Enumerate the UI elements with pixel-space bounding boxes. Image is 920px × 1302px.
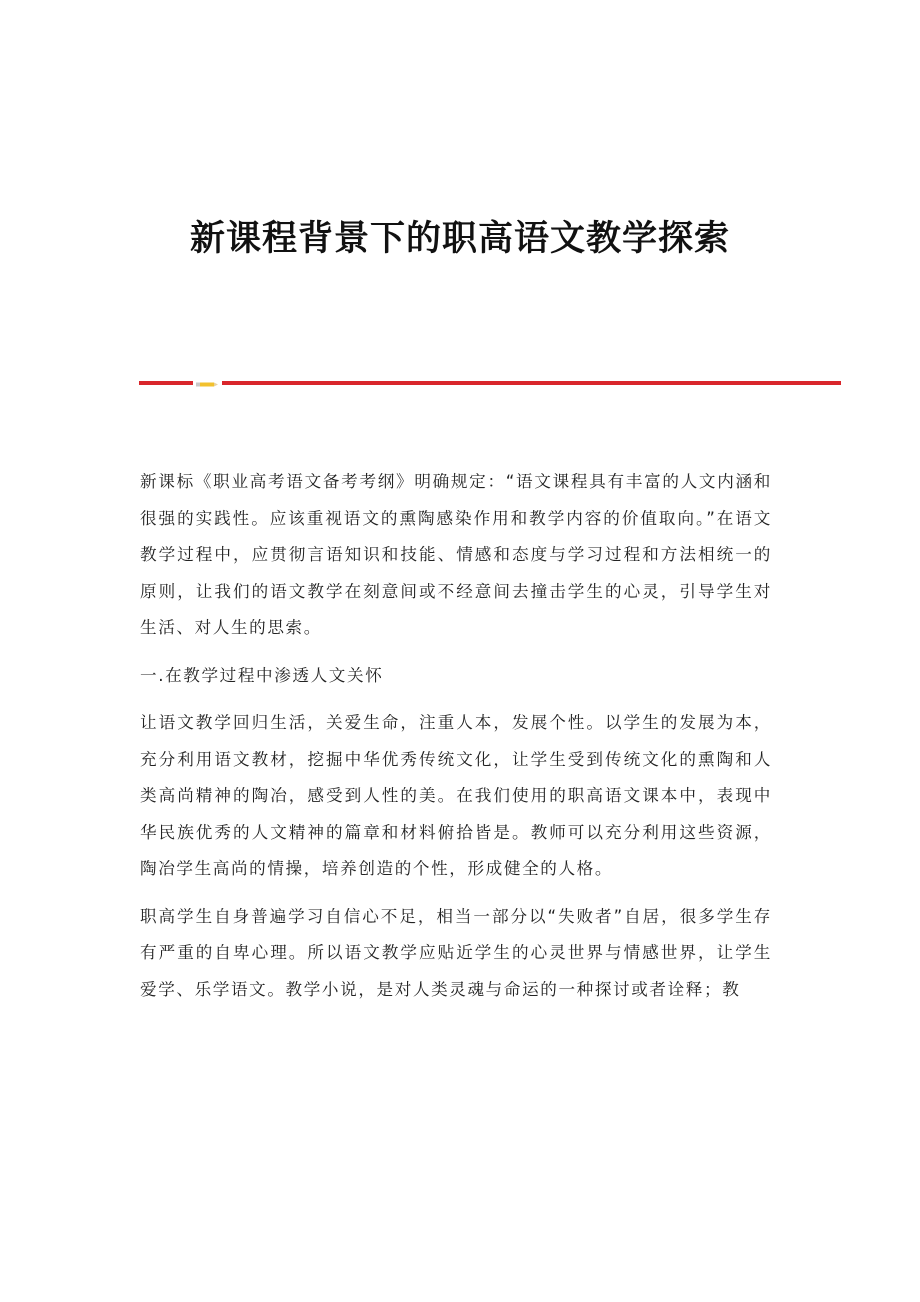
section-heading: 一.在教学过程中渗透人文关怀 <box>140 665 384 685</box>
paragraph-intro: 新课标《职业高考语文备考考纲》明确规定：“语文课程具有丰富的人文内涵和很强的实践性。应该重视语文的熏陶感染作用和教学内容的价值取向。”在语文教学过程中，应贯彻言语知识和技能、情感和态度与学习过程和方法相统一的原则，让我们的语文教学在刻意间或不经意间去撞击学生的心灵，引导学生对生活、对人生的思索。 <box>140 472 772 637</box>
title-divider <box>139 380 841 388</box>
paragraph-body: 让语文教学回归生活，关爱生命，注重人本，发展个性。以学生的发展为本，充分利用语文教材，挖掘中华优秀传统文化，让学生受到传统文化的熏陶和人类高尚精神的陶冶，感受到人性的美。在我们使用的职高语文课本中，表现中华民族优秀的人文精神的篇章和材料俯拾皆是。教师可以充分利用这些资源，陶冶学生高尚的情操，培养创造的个性，形成健全的人格。 <box>140 713 772 878</box>
document-title: 新课程背景下的职高语文教学探索 <box>189 218 730 259</box>
pencil-icon <box>196 382 218 387</box>
paragraph-body: 职高学生自身普遍学习自信心不足，相当一部分以“失败者”自居，很多学生存有严重的自卑心理。所以语文教学应贴近学生的心灵世界与情感世界，让学生爱学、乐学语文。教学小说，是对人类灵魂与命运的一种探讨或者诠释；教 <box>140 906 772 999</box>
divider-right-segment <box>222 381 841 385</box>
divider-left-segment <box>139 381 193 385</box>
document-body <box>140 464 772 1019</box>
